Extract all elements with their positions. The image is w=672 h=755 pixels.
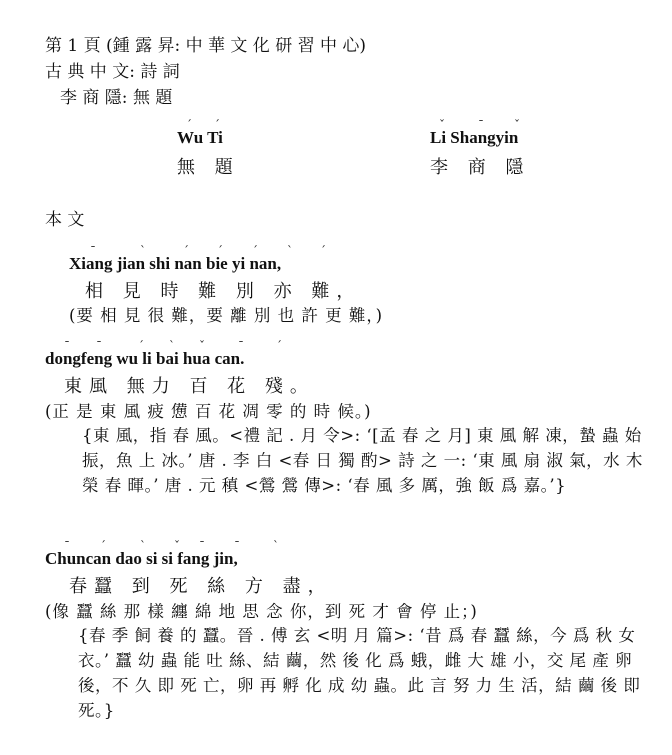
tone-mark: ˇ bbox=[514, 118, 520, 132]
line-chars: 春蠶 到 死 絲 方 盡， bbox=[69, 576, 333, 597]
line-pinyin: Xiang jian shi nan bie yi nan, bbox=[69, 254, 282, 273]
line-chars: 相 見 時 難 別 亦 難， bbox=[85, 281, 362, 302]
tone-mark: ˊ bbox=[214, 118, 220, 132]
tone-mark: ˊ bbox=[320, 244, 326, 258]
tone-mark: ˋ bbox=[273, 539, 279, 553]
tone-mark: ˊ bbox=[138, 339, 144, 353]
author-pinyin: Li Shangyin bbox=[430, 128, 519, 147]
tone-mark: ˇ bbox=[174, 539, 180, 553]
tone-mark: ˊ bbox=[186, 118, 192, 132]
tone-mark: ˊ bbox=[100, 539, 106, 553]
line-translation: (要 相 見 很 難，要 離 別 也 許 更 難，) bbox=[69, 306, 384, 325]
tone-mark: ˉ bbox=[96, 339, 102, 353]
tone-mark: ˊ bbox=[183, 244, 189, 258]
tone-mark: ˊ bbox=[217, 244, 223, 258]
tone-mark: ˉ bbox=[64, 339, 70, 353]
annotation-note: {東 風，指 春 風。<禮 記 . 月 令>: ‘[孟 春 之 月] 東 風 解 凍，蟄 蟲 始 振，魚 上 冰。’ 唐 . 李 白 <春 日 獨 酌> 詩 之 一: ‘東 風 扇 淑 氣，水 木 榮 春 暉。’ 唐 . 元 稹 <鶯 鶯 傳>: ‘春 風 多 厲，強 飯 爲 嘉。’} bbox=[82, 426, 643, 495]
line-translation: (正 是 東 風 疲 憊 百 花 凋 零 的 時 候。) bbox=[45, 402, 372, 421]
tone-mark: ˉ bbox=[199, 539, 205, 553]
tone-mark: ˉ bbox=[90, 244, 96, 258]
section-label: 本 文 bbox=[45, 210, 85, 230]
tone-mark: ˇ bbox=[199, 339, 205, 353]
tone-mark: ˋ bbox=[140, 244, 146, 258]
author-chars: 李 商 隱 bbox=[430, 157, 531, 178]
line-pinyin: Chuncan dao si si fang jin, bbox=[45, 549, 238, 568]
tone-mark: ˋ bbox=[287, 244, 293, 258]
tone-mark: ˉ bbox=[234, 539, 240, 553]
line-pinyin: dongfeng wu li bai hua can. bbox=[45, 349, 245, 368]
poem-reference: 李 商 隱: 無 題 bbox=[60, 88, 173, 108]
tone-mark: ˉ bbox=[478, 118, 484, 132]
tone-mark: ˉ bbox=[64, 539, 70, 553]
tone-mark: ˊ bbox=[252, 244, 258, 258]
tone-mark: ˋ bbox=[140, 539, 146, 553]
category-label: 古 典 中 文: 詩 詞 bbox=[45, 62, 180, 82]
title-chars: 無 題 bbox=[177, 157, 240, 178]
tone-mark: ˊ bbox=[276, 339, 282, 353]
annotation-note: {春 季 飼 養 的 蠶。晉 . 傅 玄 <明 月 篇>: ‘昔 爲 春 蠶 絲，今 爲 秋 女 衣。’ 蠶 幼 蟲 能 吐 絲、結 繭，然 後 化 爲 蛾，雌 大 雄 小，交 尾 產 卵 後，不 久 即 死 亡，卵 再 孵 化 成 幼 蟲。此 言 努 力 生 活，結 繭 後 即 死。} bbox=[78, 626, 641, 720]
line-translation: (像 蠶 絲 那 樣 纏 綿 地 思 念 你，到 死 才 會 停 止；) bbox=[45, 602, 478, 621]
page-header: 第 1 頁 (鍾 露 昇: 中 華 文 化 研 習 中 心) bbox=[45, 36, 367, 56]
tone-mark: ˉ bbox=[238, 339, 244, 353]
tone-mark: ˇ bbox=[439, 118, 445, 132]
title-pinyin: Wu Ti bbox=[177, 128, 223, 147]
tone-mark: ˋ bbox=[169, 339, 175, 353]
line-chars: 東風 無力 百 花 殘。 bbox=[64, 376, 315, 397]
